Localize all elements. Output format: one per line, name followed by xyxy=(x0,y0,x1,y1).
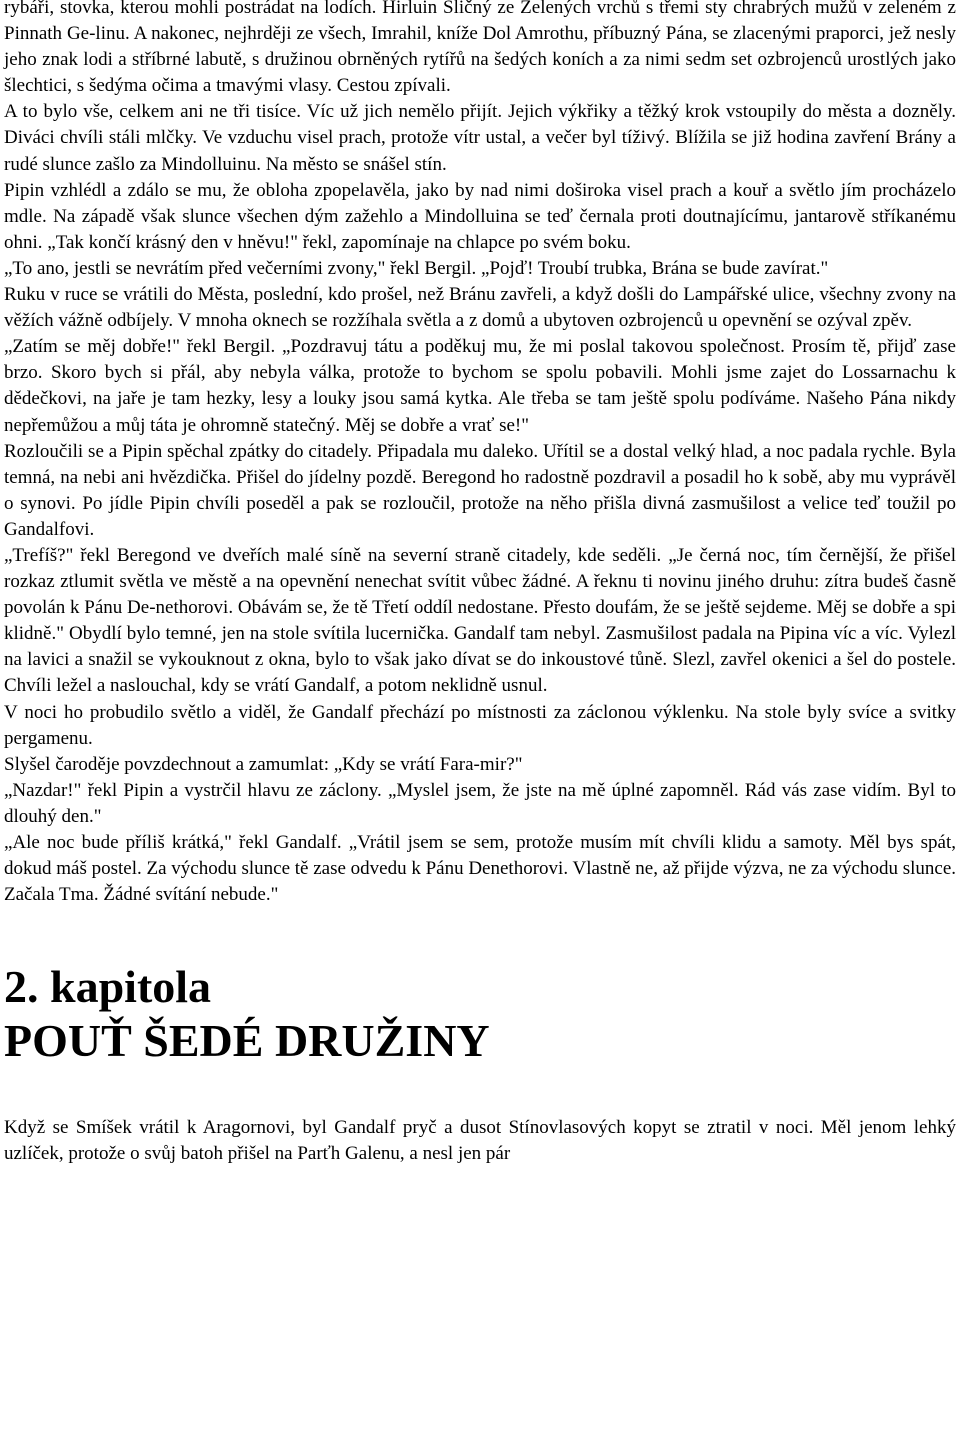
document-page xyxy=(4,0,956,1167)
text-before-chapter xyxy=(4,0,956,908)
text-after-chapter xyxy=(4,1115,956,1167)
paragraph: V noci ho probudilo světlo a viděl, že Gandalf přechází po místnosti za záclonou výklenku. Na stole byly svíce a svitky pergamenu. xyxy=(4,701,956,749)
paragraph: A to bylo vše, celkem ani ne tři tisíce. Víc už jich nemělo přijít. Jejich výkřiky a těžký krok vstoupily do města a dozněly. Diváci chvíli stáli mlčky. Ve vzduchu visel prach, protože vítr ustal, a večer byl tíživý. Blížila se již hodina zavření Brány a rudé slunce zašlo za Mindolluinu. Na město se snášel stín. xyxy=(4,101,956,175)
paragraph: Pipin vzhlédl a zdálo se mu, že obloha zpopelavěla, jako by nad nimi doširoka visel prach a kouř a světlo jím procházelo mdle. Na západě však slunce všechen dým zažehlo a Mindolluina se teď černala proti doutnajícímu, jantarově stříkanému ohni. „Tak končí krásný den v hněvu!" řekl, zapomínaje na chlapce po svém boku. xyxy=(4,179,956,253)
paragraph: Ruku v ruce se vrátili do Města, poslední, kdo prošel, než Bránu zavřeli, a když došli do Lampářské ulice, všechny zvony na věžích vážně odbíjely. V mnoha oknech se rozžíhala světla a z domů a ubytoven ozbrojenců u opevnění se ozýval zpěv. xyxy=(4,284,956,332)
paragraph: rybáři, stovka, kterou mohli postrádat na lodích. Hirluin Sličný ze Zelených vrchů s třemi sty chrabrých mužů v zeleném z Pinnath Ge-linu. A nakonec, nejhrději ze všech, Imrahil, kníže Dol Amrothu, příbuzný Pána, se zlacenými praporci, jež nesly jeho znak lodi a stříbrné labutě, s družinou obrněných rytířů na šedých koních a za nimi sedm set ozbrojenců urostlých jako šlechtici, s šedýma očima a tmavými vlasy. Cestou zpívali. xyxy=(4,0,956,97)
paragraph: „To ano, jestli se nevrátím před večerními zvony," řekl Bergil. „Pojď! Troubí trubka, Brána se bude zavírat." xyxy=(4,257,829,279)
paragraph: „Trefíš?" řekl Beregond ve dveřích malé síně na severní straně citadely, kde seděli. „Je černá noc, tím černější, že přišel rozkaz ztlumit světla ve městě a na opevnění nenechat svítit vůbec žádné. A řeknu ti novinu jiného druhu: zítra budeš časně povolán k Pánu De-nethorovi. Obávám se, že tě Třetí oddíl nedostane. Přesto doufám, že se ještě sejdeme. Měj se dobře a spi klidně." Obydlí bylo temné, jen na stole svítila lucernička. Gandalf tam nebyl. Zasmušilost padala na Pipina víc a víc. Vylezl na lavici a snažil se vykouknout z okna, bylo to však jako dívat se do inkoustové tůně. Slezl, zavřel okenici a šel do postele. Chvíli ležel a naslouchal, kdy se vrátí Gandalf, a potom neklidně usnul. xyxy=(4,544,956,697)
chapter-heading xyxy=(4,960,956,1068)
paragraph: Když se Smíšek vrátil k Aragornovi, byl Gandalf pryč a dusot Stínovlasových kopyt se ztratil v noci. Měl jenom lehký uzlíček, protože o svůj batoh přišel na Parťh Galenu, a nesl jen pár xyxy=(4,1117,956,1165)
chapter-title: POUŤ ŠEDÉ DRUŽINY xyxy=(4,1015,490,1067)
paragraph: Rozloučili se a Pipin spěchal zpátky do citadely. Připadala mu daleko. Uřítil se a dostal velký hlad, a noc padala rychle. Byla temná, na nebi ani hvězdička. Přišel do jídelny pozdě. Beregond ho radostně pozdravil a posadil ho k sobě, aby mu vyprávěl o synovi. Po jídle Pipin chvíli poseděl a pak se rozloučil, protože na něho přišla divná zasmušilost a velice teď toužil po Gandalfovi. xyxy=(4,440,956,540)
paragraph: Slyšel čaroděje povzdechnout a zamumlat: „Kdy se vrátí Fara-mir?" xyxy=(4,753,523,775)
paragraph: „Ale noc bude příliš krátká," řekl Gandalf. „Vrátil jsem se sem, protože musím mít chvíli klidu a samoty. Měl bys spát, dokud máš postel. Za východu slunce tě zase odvedu k Pánu Denethorovi. Vlastně ne, až přijde výzva, ne za východu slunce. Začala Tma. Žádné svítání nebude." xyxy=(4,832,957,906)
paragraph: „Nazdar!" řekl Pipin a vystrčil hlavu ze záclony. „Myslel jsem, že jste na mě úplné zapomněl. Rád vás zase vidím. Byl to dlouhý den." xyxy=(4,779,956,827)
paragraph: „Zatím se měj dobře!" řekl Bergil. „Pozdravuj tátu a poděkuj mu, že mi poslal takovou společnost. Prosím tě, přijď zase brzo. Skoro bych si přál, aby nebyla válka, protože to bychom se spolu pobavili. Mohli jsme zajet do Lossarnachu k dědečkovi, na jaře je tam hezky, lesy a louky jsou samá kytka. Ale třeba se tam ještě spolu podíváme. Našeho Pána nikdy nepřemůžou a můj táta je ohromně statečný. Měj se dobře a vrať se!" xyxy=(4,336,956,436)
chapter-number: 2. kapitola xyxy=(4,961,212,1013)
